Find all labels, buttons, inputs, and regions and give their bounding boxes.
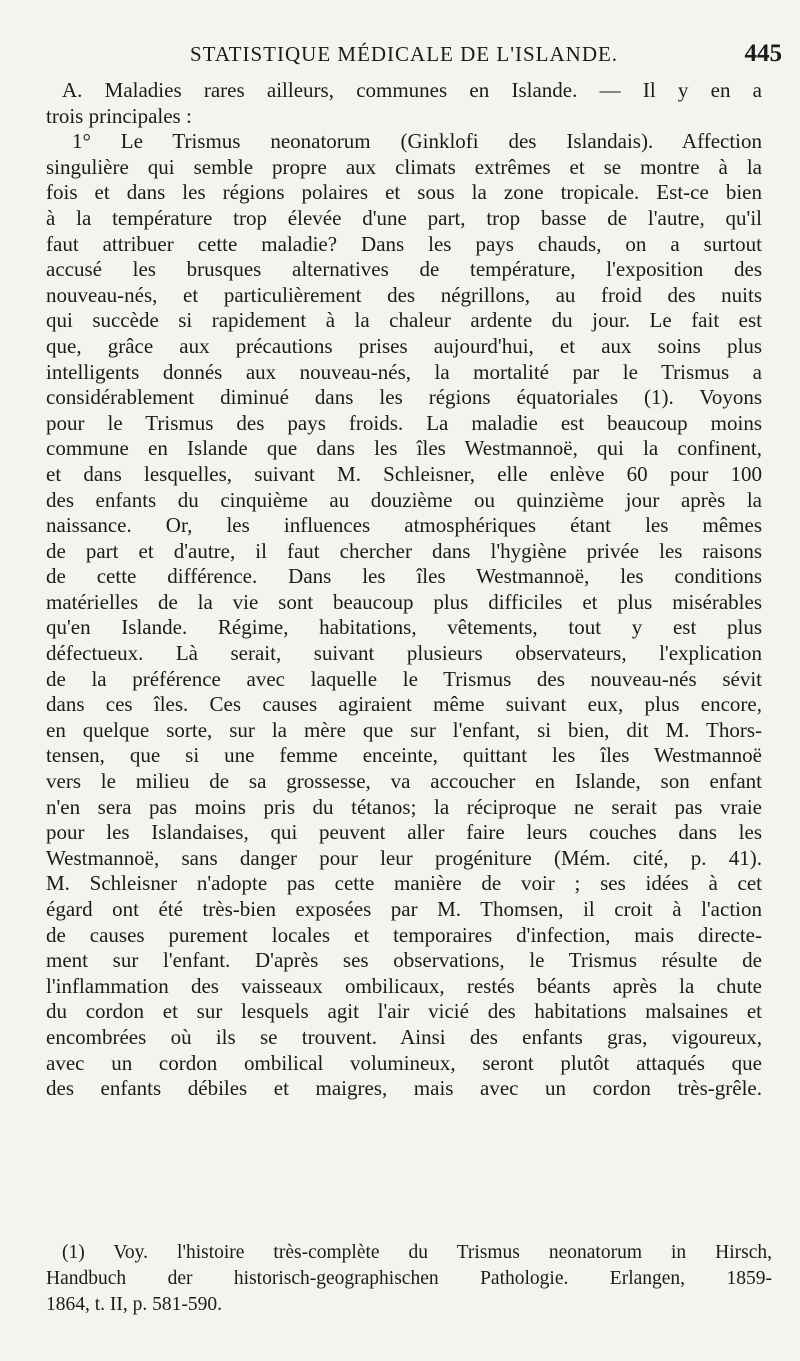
page-number: 445 <box>744 40 782 67</box>
text-line: considérablement diminué dans les régions équatoriales (1). Voyons <box>46 385 762 410</box>
text-line: nouveau-nés, et particulièrement des négrillons, au froid des nuits <box>46 282 762 307</box>
footnote-line: 1864, t. II, p. 581-590. <box>46 1294 223 1315</box>
text-line: A. Maladies rares ailleurs, communes en Islande. — Il y en a <box>62 78 762 102</box>
text-line: de la préférence avec laquelle le Trismus des nouveau-nés sévit <box>46 666 762 691</box>
text-line: de part et d'autre, il faut chercher dans l'hygiène privée les raisons <box>46 538 762 563</box>
text-line: matérielles de la vie sont beaucoup plus difficiles et plus misérables <box>46 589 762 614</box>
text-line: dans ces îles. Ces causes agiraient même suivant eux, plus encore, <box>46 692 762 717</box>
text-line: et dans lesquelles, suivant M. Schleisner, elle enlève 60 pour 100 <box>46 461 762 486</box>
text-line: l'inflammation des vaisseaux ombilicaux, restés béants après la chute <box>46 973 762 998</box>
text-line: n'en sera pas moins pris du tétanos; la réciproque ne serait pas vraie <box>46 794 762 819</box>
text-line: avec un cordon ombilical volumineux, seront plutôt attaqués que <box>46 1050 762 1075</box>
text-line: que, grâce aux précautions prises aujourd'hui, et aux soins plus <box>46 333 762 358</box>
text-line: qu'en Islande. Régime, habitations, vêtements, tout y est plus <box>46 615 762 640</box>
text-line: égard ont été très-bien exposées par M. Thomsen, il croit à l'action <box>46 897 762 921</box>
text-line: 1° Le Trismus neonatorum (Ginklofi des Islandais). Affection <box>72 129 762 154</box>
text-line: pour le Trismus des pays froids. La maladie est beaucoup moins <box>46 410 762 435</box>
text-line: des enfants du cinquième au douzième ou quinzième jour après la <box>46 487 762 512</box>
footnote-line: (1) Voy. l'histoire très-complète du Trismus neonatorum in Hirsch, <box>62 1242 772 1263</box>
text-line: fois et dans les régions polaires et sous la zone tropicale. Est-ce bien <box>46 180 762 205</box>
text-line: tensen, que si une femme enceinte, quittant les îles Westmannoë <box>46 743 762 768</box>
text-line: de cette différence. Dans les îles Westmannoë, les conditions <box>46 564 762 589</box>
text-line: trois principales : <box>46 103 192 128</box>
page-header <box>60 40 782 80</box>
text-line: défectueux. Là serait, suivant plusieurs observateurs, l'explication <box>46 641 762 666</box>
text-line: pour les Islandaises, qui peuvent aller faire leurs couches dans les <box>46 820 762 845</box>
body-text <box>46 78 762 1102</box>
text-line: ment sur l'enfant. D'après ses observations, le Trismus résulte de <box>46 948 762 973</box>
text-line: faut attribuer cette maladie? Dans les pays chauds, on a surtout <box>46 231 762 256</box>
footnote <box>46 1240 772 1318</box>
text-line: commune en Islande que dans les îles Westmannoë, qui la confinent, <box>46 436 762 461</box>
text-line: Westmannoë, sans danger pour leur progéniture (Mém. cité, p. 41). <box>46 845 762 870</box>
text-line: M. Schleisner n'adopte pas cette manière de voir ; ses idées à cet <box>46 871 762 896</box>
text-line: à la température trop élevée d'une part, trop basse de l'autre, qu'il <box>46 205 762 230</box>
text-line: intelligents donnés aux nouveau-nés, la mortalité par le Trismus a <box>46 359 762 384</box>
text-line: en quelque sorte, sur la mère que sur l'enfant, si bien, dit M. Thors- <box>46 717 762 742</box>
running-title: STATISTIQUE MÉDICALE DE L'ISLANDE. <box>190 42 619 66</box>
text-line: qui succède si rapidement à la chaleur ardente du jour. Le fait est <box>46 308 762 333</box>
footnote-line: Handbuch der historisch-geographischen Pathologie. Erlangen, 1859- <box>46 1268 772 1289</box>
text-line: accusé les brusques alternatives de température, l'exposition des <box>46 257 762 282</box>
text-line: vers le milieu de sa grossesse, va accoucher en Islande, son enfant <box>46 769 762 794</box>
text-line: de causes purement locales et temporaires d'infection, mais directe- <box>46 922 762 947</box>
text-line: singulière qui semble propre aux climats extrêmes et se montre à la <box>46 154 762 179</box>
text-line: du cordon et sur lesquels agit l'air vicié des habitations malsaines et <box>46 999 762 1024</box>
text-line: encombrées où ils se trouvent. Ainsi des enfants gras, vigoureux, <box>46 1024 762 1049</box>
text-line: naissance. Or, les influences atmosphériques étant les mêmes <box>46 513 762 538</box>
text-line: des enfants débiles et maigres, mais avec un cordon très-grêle. <box>46 1076 762 1101</box>
